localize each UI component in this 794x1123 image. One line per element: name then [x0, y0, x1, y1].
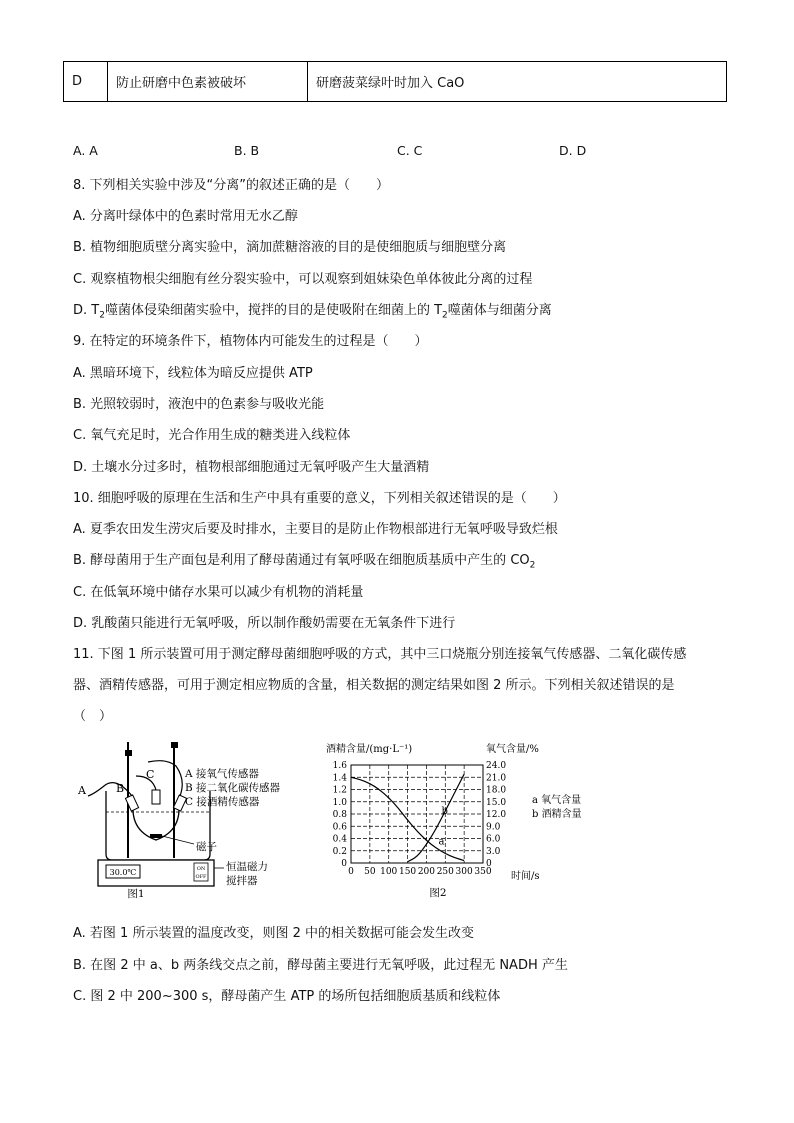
legend-a: A 接氧气传感器 — [185, 768, 259, 780]
q7-option-a: A. A — [73, 143, 98, 158]
legend-b: B 接二氧化碳传感器 — [185, 782, 281, 794]
figure1-caption: 图1 — [127, 888, 145, 900]
option-table-row-d — [63, 61, 727, 102]
magnet-bar — [150, 834, 162, 838]
y-right-tick-label: 15.0 — [486, 797, 507, 808]
stirrer-label-2: 搅拌器 — [226, 875, 258, 887]
y-right-tick-label: 12.0 — [486, 810, 507, 820]
svg-text:OFF: OFF — [195, 874, 207, 880]
x-tick-label: 0 — [348, 867, 354, 877]
svg-text:30.0℃: 30.0℃ — [109, 868, 137, 877]
y-left-tick-label: 0.8 — [332, 810, 347, 820]
x-tick-label: 100 — [380, 867, 398, 877]
y-right-label: 氧气含量/% — [486, 744, 539, 755]
q11-stem-line1: 11. 下图 1 所示装置可用于测定酵母菌细胞呼吸的方式，其中三口烧瓶分别连接氧气传感器、二氧化碳传感 — [73, 647, 687, 662]
y-right-tick-label: 18.0 — [486, 785, 507, 796]
y-left-tick-label: 1.6 — [332, 761, 347, 771]
q9-option-c: C. 氧气充足时，光合作用生成的糖类进入线粒体 — [73, 428, 351, 443]
q7-option-c: C. C — [397, 143, 423, 158]
label-a: A — [78, 784, 86, 797]
stirrer-label-1: 恒温磁力 — [226, 861, 268, 873]
label-b: B — [116, 782, 125, 795]
q8-option-b: B. 植物细胞质壁分离实验中，滴加蔗糖溶液的目的是使细胞质与细胞壁分离 — [73, 240, 507, 255]
x-axis-label: 时间/s — [511, 871, 540, 882]
y-right-tick-label: 6.0 — [486, 834, 501, 845]
q7-option-d: D. D — [559, 143, 587, 158]
y-right-tick-label: 24.0 — [486, 761, 507, 771]
curve-label-b: b — [441, 806, 448, 817]
legend-c: C 接酒精传感器 — [185, 796, 260, 808]
q10-option-c: C. 在低氧环境中储存水果可以减少有机物的消耗量 — [73, 585, 364, 600]
q9-option-a: A. 黑暗环境下，线粒体为暗反应提供 ATP — [73, 366, 313, 381]
legend-a-oxygen: a 氧气含量 — [532, 795, 582, 806]
svg-text:ON: ON — [196, 866, 206, 872]
y-left-tick-label: 0.4 — [332, 834, 347, 845]
figure1-apparatus — [76, 736, 306, 901]
y-right-tick-label: 0 — [486, 859, 492, 869]
series-line-alcohol — [408, 774, 465, 862]
y-left-label: 酒精含量/(mg·L⁻¹) — [326, 744, 413, 755]
figure2-chart — [320, 738, 620, 901]
y-left-tick-label: 1.2 — [332, 785, 347, 796]
q11-option-a: A. 若图 1 所示装置的温度改变，则图 2 中的相关数据可能会发生改变 — [73, 926, 475, 941]
x-tick-label: 150 — [398, 867, 417, 877]
q10-option-d: D. 乳酸菌只能进行无氧呼吸，所以制作酸奶需要在无氧条件下进行 — [73, 616, 456, 631]
y-left-tick-label: 1.0 — [332, 797, 347, 808]
table-cell-purpose: 防止研磨中色素被破坏 — [108, 62, 308, 101]
q10-option-b: B. 酵母菌用于生产面包是利用了酵母菌通过有氧呼吸在细胞质基质中产生的 $CO_2$ — [73, 553, 536, 571]
q9-option-d: D. 土壤水分过多时，植物根部细胞通过无氧呼吸产生大量酒精 — [73, 460, 430, 475]
magnet-label: 磁子 — [196, 841, 217, 853]
legend-b-alcohol: b 酒精含量 — [532, 809, 582, 820]
q7-option-b: B. B — [234, 143, 260, 158]
x-tick-label: 250 — [436, 867, 454, 877]
x-tick-label: 300 — [455, 867, 473, 877]
q8-option-a: A. 分离叶绿体中的色素时常用无水乙醇 — [73, 209, 298, 224]
q11-option-c: C. 图 2 中 200~300 s，酵母菌产生 ATP 的场所包括细胞质基质和线粒体 — [73, 989, 501, 1004]
table-cell-method: 研磨菠菜绿叶时加入 CaO — [316, 76, 465, 91]
y-right-tick-label: 21.0 — [486, 773, 507, 784]
y-left-tick-label: 0 — [341, 859, 347, 869]
x-tick-label: 50 — [364, 867, 376, 877]
q10-stem: 10. 细胞呼吸的原理在生活和生产中具有重要的意义，下列相关叙述错误的是（ ） — [73, 491, 566, 506]
y-right-tick-label: 3.0 — [486, 846, 501, 857]
x-tick-label: 200 — [417, 867, 436, 877]
q8-stem: 8. 下列相关实验中涉及“分离”的叙述正确的是（ ） — [73, 178, 390, 193]
q11-option-b: B. 在图 2 中 a、b 两条线交点之前，酵母菌主要进行无氧呼吸，此过程无 NADH 产生 — [73, 958, 568, 973]
q8-option-c: C. 观察植物根尖细胞有丝分裂实验中，可以观察到姐妹染色单体彼此分离的过程 — [73, 272, 533, 287]
q10-option-a: A. 夏季农田发生涝灾后要及时排水，主要目的是防止作物根部进行无氧呼吸导致烂根 — [73, 522, 558, 537]
q8-option-d: D. $T_2$噬菌体侵染细菌实验中，搅拌的目的是使吸附在细菌上的 $T_2$噬菌体与细菌分离 — [73, 303, 552, 321]
y-left-tick-label: 0.2 — [332, 846, 347, 857]
x-tick-label: 350 — [474, 867, 492, 877]
q11-stem-line2: 器、酒精传感器，可用于测定相应物质的含量，相关数据的测定结果如图 2 所示。下列相关叙述错误的是 — [73, 678, 675, 693]
table-cell-label: D — [64, 62, 108, 101]
y-left-tick-label: 0.6 — [332, 822, 347, 833]
q11-stem-line3: （ ） — [73, 709, 113, 724]
figure2-caption: 图2 — [429, 887, 447, 899]
curve-label-a: a — [438, 836, 445, 848]
label-c: C — [146, 768, 155, 781]
q9-option-b: B. 光照较弱时，液泡中的色素参与吸收光能 — [73, 397, 325, 412]
y-left-tick-label: 1.4 — [332, 773, 347, 784]
y-right-tick-label: 9.0 — [486, 822, 501, 833]
q9-stem: 9. 在特定的环境条件下，植物体内可能发生的过程是（ ） — [73, 334, 428, 349]
